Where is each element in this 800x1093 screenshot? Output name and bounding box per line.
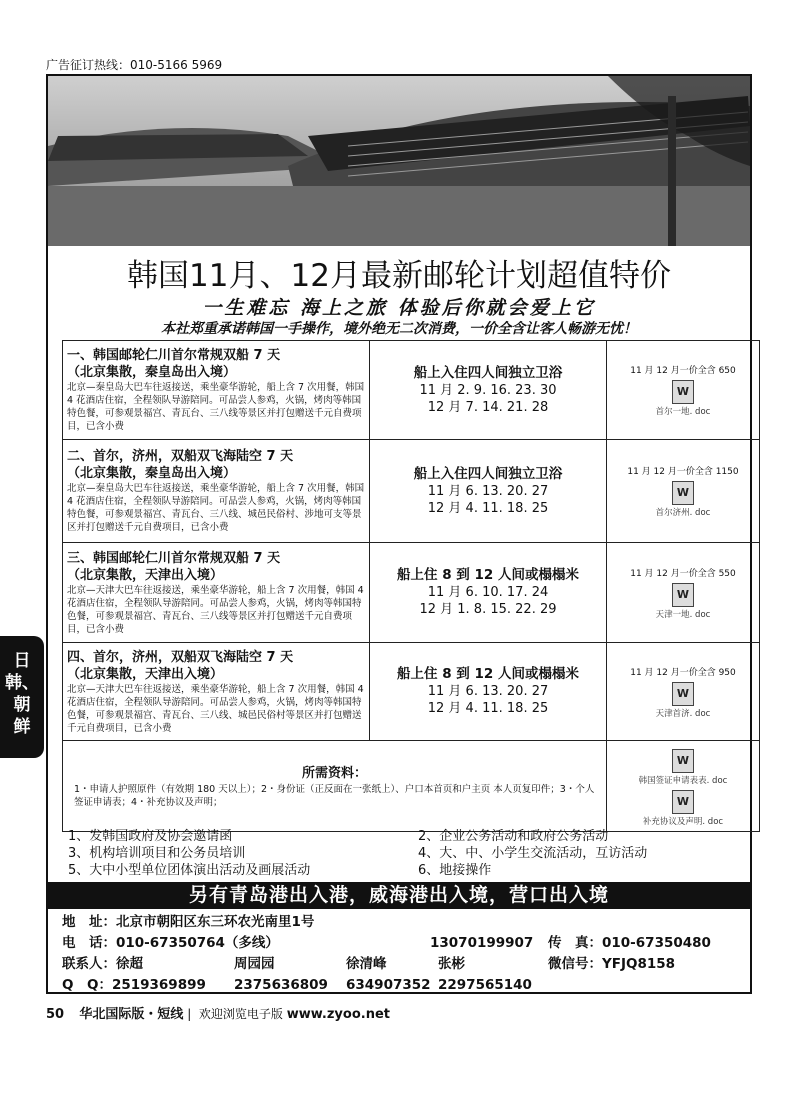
- route-price: [607, 543, 760, 643]
- tab-char: 韩、: [5, 673, 39, 693]
- december-dates: 12 月 7. 14. 21. 28: [427, 399, 549, 415]
- price-label: 11 月 12 月一价全含 1150: [627, 467, 739, 477]
- route-schedule: [370, 440, 607, 543]
- ports-banner: 另有青岛港出入港，威海港出入境，营口出入境: [48, 882, 750, 909]
- route-schedule: [370, 543, 607, 643]
- november-dates: 11 月 2. 9. 16. 23. 30: [419, 382, 557, 398]
- service-item: 6、地接操作: [418, 863, 492, 878]
- contact-person: 张彬: [438, 956, 465, 972]
- route-subtitle: （北京集散，天津出入境）: [67, 567, 224, 583]
- november-dates: 11 月 6. 13. 20. 27: [427, 684, 549, 699]
- contact-person: 周园园: [234, 956, 275, 972]
- tab-char: 朝: [13, 695, 31, 715]
- service-item: 3、机构培训项目和公务员培训: [68, 846, 246, 861]
- route-description: [63, 440, 370, 543]
- service-item: 1、发韩国政府及协会邀请函: [68, 829, 233, 844]
- route-description: [63, 341, 370, 440]
- requirements-title: 所需资料：: [301, 765, 367, 781]
- doc-filename[interactable]: 首尔济州. doc: [655, 508, 711, 518]
- requirements-text: 1・申请人护照原件（有效期 180 天以上）；2・身份证（正反面在一张纸上）、户口本首页和户主页 本人页复印件；3・个人签证申请表；4・补充协议及声明；: [74, 783, 595, 808]
- cabin-type: 船上入住四人间独立卫浴: [413, 364, 563, 381]
- address: 地 址：北京市朝阳区东三环农光南里1号: [62, 914, 315, 930]
- route-row: [63, 341, 760, 440]
- qq: 2297565140: [438, 977, 532, 993]
- cabin-type: 船上住 8 到 12 人间或榻榻米: [397, 567, 579, 583]
- subtitle: 韩国11月、12月最新邮轮计划超值特价: [127, 258, 671, 294]
- route-price: [607, 440, 760, 543]
- page-footer: 50 华北国际版・短线 | 欢迎浏览电子版 www.zyoo.net: [46, 1007, 390, 1022]
- doc-filename[interactable]: 补充协议及声明. doc: [642, 817, 724, 827]
- route-subtitle: （北京集散，天津出入境）: [67, 666, 224, 682]
- doc-filename[interactable]: 天津一地. doc: [655, 609, 711, 620]
- route-subtitle: （北京集散，秦皇岛出入境）: [67, 365, 237, 380]
- price-label: 11 月 12 月一价全含 950: [630, 667, 736, 678]
- contact-person: 联系人：徐超: [62, 956, 143, 972]
- route-detail: 北京—秦皇岛大巴车往返接送，乘坐豪华游轮，船上含 7 次用餐，韩国 4 花酒店住宿，全程领队导游陪同。可品尝人参鸡，火锅，烤肉等韩国特色餐，可参观景福宫、青瓦台、三八线、城邑民俗村、涉地可支等景区并打包赠送千元自费项目，已含小费: [67, 483, 365, 533]
- slogan: 一生难忘 海上之旅 体验后你就会爱上它: [202, 297, 596, 319]
- route-row: [63, 543, 760, 643]
- route-title: 三、韩国邮轮仁川首尔常规双船 7 天: [67, 550, 281, 566]
- footer-text: 欢迎浏览电子版: [198, 1007, 283, 1021]
- route-title: 四、首尔，济州，双船双飞海陆空 7 天: [67, 649, 294, 665]
- route-schedule: [370, 643, 607, 741]
- route-detail: 北京—天津大巴车往返接送，乘坐豪华游轮，船上含 7 次用餐，韩国 4 花酒店住宿，全程领队导游陪同。可品尝人参鸡，火锅，烤肉等韩国特色餐，可参观景福宫、青瓦台、三八线、城邑民俗村等景区并打包赠送千元自费项目，已含小费: [67, 683, 364, 734]
- wechat: 微信号：YFJQ8158: [548, 956, 676, 972]
- word-doc-icon[interactable]: W: [672, 380, 694, 404]
- qq: Q Q：2519369899: [62, 977, 206, 993]
- price-label: 11 月 12 月一价全含 550: [630, 568, 736, 579]
- ad-hotline: 广告征订热线：010-5166 5969: [46, 58, 223, 72]
- doc-filename[interactable]: 韩国签证申请表表. doc: [638, 776, 728, 786]
- november-dates: 11 月 6. 10. 17. 24: [427, 585, 549, 600]
- cabin-type: 船上入住四人间独立卫浴: [413, 465, 563, 482]
- banner-photo: [48, 76, 750, 246]
- service-item: 2、企业公务活动和政府公务活动: [418, 829, 609, 844]
- section-tab[interactable]: [0, 636, 44, 758]
- word-doc-icon[interactable]: W: [672, 481, 694, 505]
- qq: 634907352: [346, 977, 431, 993]
- word-doc-icon[interactable]: W: [672, 790, 694, 814]
- route-subtitle: （北京集散，秦皇岛出入境）: [67, 466, 237, 481]
- tab-char: 鲜: [13, 717, 31, 737]
- requirements: [63, 741, 607, 832]
- december-dates: 12 月 1. 8. 15. 22. 29: [419, 602, 557, 617]
- service-item: 4、大、中、小学生交流活动，互访活动: [418, 846, 648, 861]
- december-dates: 12 月 4. 11. 18. 25: [427, 701, 549, 716]
- word-doc-icon[interactable]: W: [672, 749, 694, 773]
- routes-table: [62, 340, 760, 832]
- cabin-type: 船上住 8 到 12 人间或榻榻米: [397, 666, 579, 682]
- route-detail: 北京—天津大巴车往返接送，乘坐豪华游轮，船上含 7 次用餐，韩国 4 花酒店住宿，全程领队导游陪同。可品尝人参鸡，火锅，烤肉等韩国特色餐，可参观景福宫、青瓦台、三八线等景区并打包赠送千元自费项目，已含小费: [67, 584, 364, 635]
- route-description: [63, 643, 370, 741]
- service-item: 5、大中小型单位团体演出活动及画展活动: [68, 863, 311, 878]
- route-price: [607, 643, 760, 741]
- route-description: [63, 543, 370, 643]
- word-doc-icon[interactable]: W: [672, 682, 694, 706]
- mobile: 13070199907: [430, 935, 534, 951]
- phone: 电 话：010-67350764（多线）: [62, 935, 279, 951]
- hanok-roof-illustration: [48, 76, 750, 246]
- qq: 2375636809: [234, 977, 328, 993]
- fax: 传 真：010-67350480: [548, 935, 711, 951]
- route-price: [607, 341, 760, 440]
- route-row: [63, 643, 760, 741]
- december-dates: 12 月 4. 11. 18. 25: [427, 500, 549, 516]
- contact-person: 徐清峰: [346, 956, 387, 972]
- november-dates: 11 月 6. 13. 20. 27: [427, 483, 549, 499]
- route-schedule: [370, 341, 607, 440]
- route-title: 一、韩国邮轮仁川首尔常规双船 7 天: [67, 348, 281, 363]
- page-number: 50: [46, 1007, 65, 1022]
- tab-char: 日: [13, 651, 31, 671]
- route-title: 二、首尔，济州，双船双飞海陆空 7 天: [67, 449, 294, 464]
- route-detail: 北京—秦皇岛大巴车往返接送，乘坐豪华游轮，船上含 7 次用餐，韩国 4 花酒店住宿，全程领队导游陪同。可品尝人参鸡，火锅，烤肉等韩国特色餐，可参观景福宫、青瓦台、三八线等景区并打包赠送千元自费项目，已含小费: [67, 382, 365, 432]
- price-label: 11 月 12 月一价全含 650: [630, 366, 736, 376]
- word-doc-icon[interactable]: W: [672, 583, 694, 607]
- doc-filename[interactable]: 首尔一地. doc: [655, 407, 711, 417]
- section-name: 华北国际版・短线: [79, 1007, 184, 1022]
- website-link[interactable]: www.zyoo.net: [286, 1007, 390, 1022]
- requirement-files: [607, 741, 760, 832]
- requirements-row: [63, 741, 760, 832]
- promise: 本社郑重承诺韩国一手操作，境外绝无二次消费，一价全含让客人畅游无忧！: [161, 321, 637, 337]
- route-row: [63, 440, 760, 543]
- doc-filename[interactable]: 天津首济. doc: [655, 708, 711, 719]
